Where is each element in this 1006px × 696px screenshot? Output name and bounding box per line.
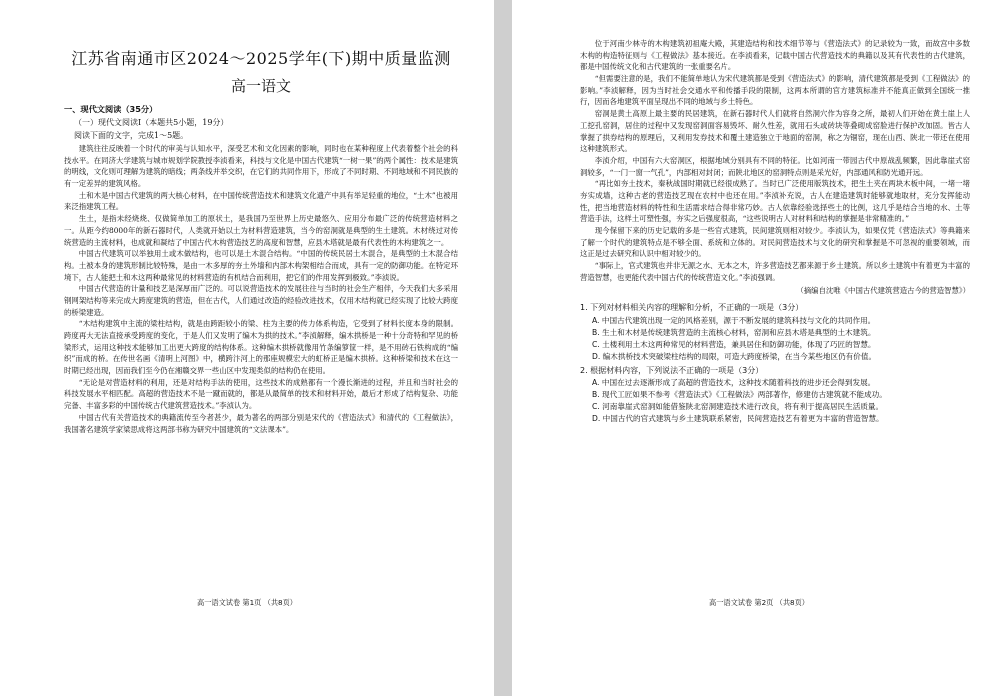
passage-paragraph: 李浈介绍，中国有六大窑洞区，根据地域分别具有不同的特征。比如河南一带园古代中原战乱频繁，因此靠崖式窑洞较多，“一门一窗一气孔”，内部相对封闭；而陕北地区的窑洞特点则是采光好，内部通风和防光通开远。	[580, 155, 970, 177]
subsection-heading: （一）现代文阅读Ⅰ（本题共5小题，19分）	[74, 118, 229, 127]
exam-subtitle: 高一语文	[230, 77, 291, 95]
question-1-option: A. 中国古代建筑出现一定的风格差别，源于不断发展的建筑科技与文化的共同作用。	[592, 315, 876, 325]
passage-paragraph: “无论是对营造材料的利用，还是对结构手法的使用，这些技术的成熟都有一个漫长渐进的过程，并且和当时社会的科技发展水平相匹配。高超的营造技术不是一蹴而就的，都是从最简单的技术和材料开始，最后才形成了结构复杂、功能完备、丰富多彩的中国传统古代建筑营造技术。”李浈认为。	[64, 377, 458, 411]
exam-title: 江苏省南通市区2024～2025学年(下)期中质量监测	[71, 49, 451, 68]
question-2-option: A. 中国在过去逐渐形成了高超的营造技术，这种技术随着科技的进步还会得到发展。	[592, 378, 876, 388]
passage-paragraph: “但需要注意的是，我们不能简单地认为宋代建筑都是受到《营造法式》的影响，清代建筑都是受到《工程做法》的影响。”李浈解释，因为当时社会交通水平和传播手段的限制，这两本所谓的官方建筑标准并不能真正做到全国统一推行，因而各地建筑平面呈现出不同的地域与乡土特色。	[580, 74, 970, 107]
page-2	[512, 0, 1006, 696]
passage-paragraph: “事际上，官式建筑也并非无源之水、无本之木，许多营造技艺都来源于乡土建筑。所以乡土建筑中有着更为丰富的营造智慧，也更能代表中国古代的传统营造文化。”李浈强调。	[580, 261, 970, 282]
reading-instruction: 阅读下面的文字，完成1～5题。	[74, 131, 189, 140]
question-1-option: C. 土楼利用土木这两种常见的材料营造，兼具居住和防御功能，体现了巧匠的智慧。	[592, 339, 876, 349]
passage-paragraph: 位于河南少林寺的木构建筑初祖庵大殿，其建造结构和技术细节等与《营造法式》的记录较为一致，而故宫中多数木构的构造特征则与《工程做法》基本接近。在李浈看来，记载中国古代营造技术的典籍以及其有代表性的古代建筑，都是中国传统文化和古代建筑的一张重要名片。	[580, 39, 970, 72]
passage-paragraph: 中国古代营造的计量和技艺是深厚而广泛的。可以说营造技术的发展往往与当时的社会生产相伴，今天我们大多采用钢网架结构等来完成大跨度建筑的营造，但在古代，人们通过改造的经验改进技术，仅用木结构就已经实现了比较大跨度的桥梁建造。	[64, 284, 458, 317]
passage-paragraph: 现今保留下来的历史记载的多是一些官式建筑，民间建筑则相对较少。李浈认为，如果仅凭《营造法式》等典籍来了解一个时代的建筑特点是不够全面、系统和立体的。对民间营造技术与文化的研究和掌握是不可忽视的重要领域，而这正是过去研究和认识中相对较少的。	[580, 226, 970, 259]
source-citation: （摘编自沈唯《中国古代建筑营造古今的营造智慧》）	[796, 286, 970, 296]
question-2-option: C. 河南靠崖式窑洞如能借鉴陕北窑洞建造技术进行改良，将有利于提高居民生活质量。	[592, 402, 884, 412]
question-2-option: D. 中国古代的官式建筑与乡土建筑联系紧密，民间营造技艺有着更为丰富的营造智慧。	[592, 414, 884, 424]
passage-paragraph: 中国古代有关营造技术的典籍流传至今者甚少，最为著名的两部分别是宋代的《营造法式》和清代的《工程做法》，我国著名建筑学家梁思成将这两部书称为研究中国建筑的“文法课本”。	[64, 412, 458, 434]
passage-paragraph: 生土，是指未经烧烧、仅做简单加工的原状土，是我国乃至世界上历史最悠久、应用分布最广泛的传统营造材料之一。从距今约8000年的新石器时代，人类就开始以土为材料营造建筑，当今的窑洞就是典型的生土建筑。木材绕过对传统营造的主流材料，也成就和凝结了中国古代木构营造技艺的高度和智慧，应县木塔就是最有代表性的木构建筑之一。	[64, 214, 458, 247]
passage-paragraph: “木结构建筑中主流的梁柱结构，就是由跨距较小的梁、柱为主要的传力体系构造，它受到了材料长度本身的限制。跨度再大无法直接承受跨度的变化，于是人们又发明了编木为拱的技术。”李浈解释，编木拱桥是一种十分奇特和罕见的桥梁形式，运用这种技术能够加工出更大跨度的结构体系。这种编木拱桥就像用竹条编箩筐一样，是不用砖石铁构成的“编织”而成的桥。在传世名画《清明上河图》中，横跨汴河上的那座规模宏大的虹桥正是编木拱桥。这种桥梁和技术在这一时期已经出现，因而我们至今仍在湘赣交界一些山区中发现类似的结构仍在使用。	[64, 319, 458, 376]
question-1-option: B. 生土和木材是传统建筑营造的主流核心材料，窑洞和应县木塔是典型的土木建筑。	[592, 327, 876, 337]
passage-paragraph: “再比如夯土技术，秦秋战国时期就已经很成熟了。当时已广泛使用版筑技术，把生土夹在两块木板中间，一堵一堵夯实成墙，这种古老的营造技艺现在农村中也还在用。”李浈补充说，古人在建造建筑时能够就地取材，充分发挥能动性，把当地营造材料的特性和生活需求结合得非常巧妙。古人依靠经验选择些土的比例，这几乎是结合当地的水、土等营造手法，这样土可塑性强，夯实之后强度很高，“这些说明古人对材料和结构的掌握是非常精准的。”	[580, 179, 970, 224]
question-2-stem: 2. 根据材料内容，下列说法不正确的一项是（3分）	[580, 365, 764, 375]
section-heading: 一、现代文阅读（35分）	[64, 104, 158, 114]
page-gutter	[494, 0, 512, 696]
question-2-option: B. 现代工匠如果不参考《营造法式》《工程做法》两部著作，修建仿古建筑就不能成功。	[592, 390, 887, 400]
question-1-stem: 1. 下列对材料相关内容的理解和分析，不正确的一项是（3分）	[580, 303, 804, 313]
question-1-option: D. 编木拱桥技术突破梁柱结构的局限，可造大跨度桥梁，在当今某些地区仍有价值。	[592, 351, 877, 361]
page-1	[0, 0, 494, 696]
passage-paragraph: 中国古代建筑可以举独用土或木做结构，也可以是土木混合结构。“中国的传统民居土木混合，是典型的土木混合结构。土被本身的建筑形制比较特殊，是由一木多厚的夯土外墙和内部木构架相结合而成，具有一定的防御功能。在特定环境下，古人能把土和木这两种最常见的材料营造的有机结合而利用，把它们的作用发挥到极致。”李浈说。	[64, 249, 458, 282]
passage-paragraph: 建筑往往反映着一个时代的审美与认知水平，深受艺术和文化因素的影响，同时也在某种程度上代表着整个社会的科技水平。在同济大学建筑与城市规划学院教授李浈看来，科技与文化是中国古代建筑“一树一果”的两个属性：技术是建筑的明线，文化则可理解为建筑的暗线；两条线并举交织，在它们的共同作用下，形成了不同时期、不同地域和不同民族的有一定差异的建筑风格。	[64, 144, 458, 189]
page-footer: 高一语文试卷 第2页 （共8页）	[709, 598, 809, 607]
passage-paragraph: 土和木是中国古代建筑的两大核心材料，在中国传统营造技术和建筑文化遗产中具有举足轻重的地位，“土木”也被用来泛指建筑工程。	[64, 190, 458, 212]
passage-paragraph: 窑洞是黄土高原上最主要的民居建筑，在新石器时代人们就将自然洞穴作为容身之所，最初人们开始在黄土崖上人工挖孔窑洞，居住的过程中又发现窑洞面容易毁坏、耐久性差，就用石头或砖块等叠砌成窑脸进行保护改加固。皆古人掌握了拱券结构的原理后，又利用发券技术和覆土建造独立于地面的窑洞，称之为锢窑，现在山西、陕北一带还在使用这种建筑形式。	[580, 109, 970, 154]
page-footer: 高一语文试卷 第1页 （共8页）	[197, 598, 297, 607]
